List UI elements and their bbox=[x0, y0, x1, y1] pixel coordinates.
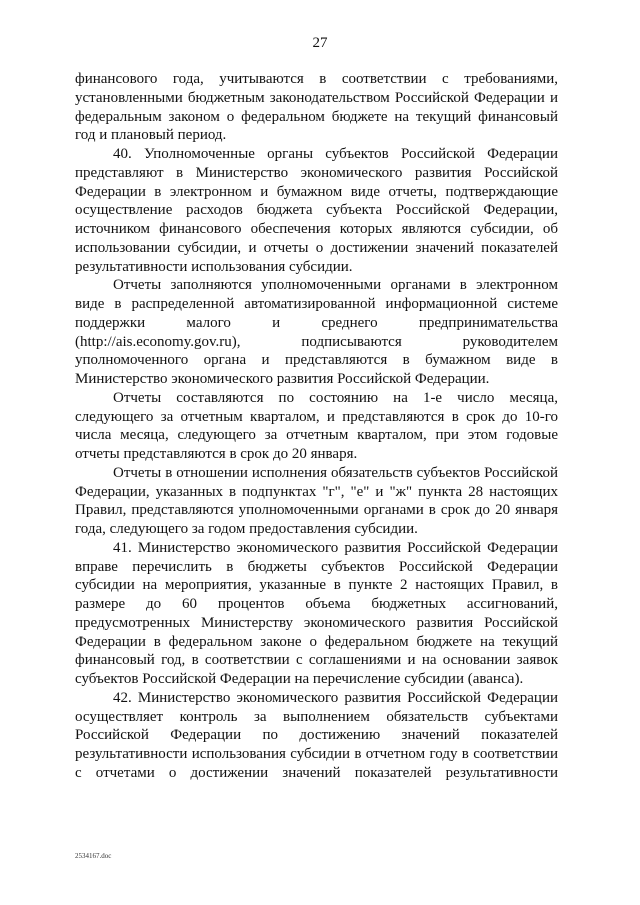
document-body bbox=[75, 70, 558, 783]
document-file-id: 2534167.doc bbox=[75, 852, 112, 860]
paragraph-continuation: финансового года, учитываются в соответствии с требованиями, установленными бюджетным законодательством Российской Федерации и федеральным законом о федеральном бюджете на текущий финансовый год и плановый период. bbox=[75, 71, 558, 144]
page-number: 27 bbox=[312, 35, 328, 51]
paragraph-40: 40. Уполномоченные органы субъектов Российской Федерации представляют в Министерство экономического развития Российской Федерации в электронном и бумажном виде отчеты, подтверждающие осуществление расходов бюджета субъекта Российской Федерации, источником финансового обеспечения которых являются субсидии, об использовании субсидии, и отчеты о достижении значений показателей результативности использования субсидии. bbox=[75, 146, 558, 275]
paragraph-obligations-reports: Отчеты в отношении исполнения обязательств субъектов Российской Федерации, указанных в подпунктах "г", "е" и "ж" пункта 28 настоящих Правил, представляются уполномоченными органами в срок до 20 января года, следующего за годом предоставления субсидии. bbox=[75, 464, 558, 537]
paragraph-42: 42. Министерство экономического развития Российской Федерации осуществляет контроль за выполнением обязательств субъектами Российской Федерации по достижению значений показателей результативности использования субсидии в отчетном году в соответствии с отчетами о достижении значений показателей результативности bbox=[75, 689, 558, 781]
paragraph-41: 41. Министерство экономического развития Российской Федерации вправе перечислить в бюджеты субъектов Российской Федерации субсидии на мероприятия, указанные в пункте 2 настоящих Правил, в размере до 60 процентов объема бюджетных ассигнований, предусмотренных Министерству экономического развития Российской Федерации в федеральном законе о федеральном бюджете на текущий финансовый год, в соответствии с соглашениями и на основании заявок субъектов Российской Федерации на перечисление субсидии (аванса). bbox=[75, 539, 558, 687]
paragraph-reports-compiled: Отчеты составляются по состоянию на 1-е число месяца, следующего за отчетным кварталом, и представляются в срок до 10-го числа месяца, следующего за отчетным кварталом, при этом годовые отчеты представляются в срок до 20 января. bbox=[75, 389, 558, 462]
paragraph-reports-filled: Отчеты заполняются уполномоченными органами в электронном виде в распределенной автоматизированной информационной системе поддержки малого и среднего предпринимательства (http://ais.economy.gov.ru), подписываются руководителем уполномоченного органа и представляются в бумажном виде в Министерство экономического развития Российской Федерации. bbox=[75, 277, 558, 387]
